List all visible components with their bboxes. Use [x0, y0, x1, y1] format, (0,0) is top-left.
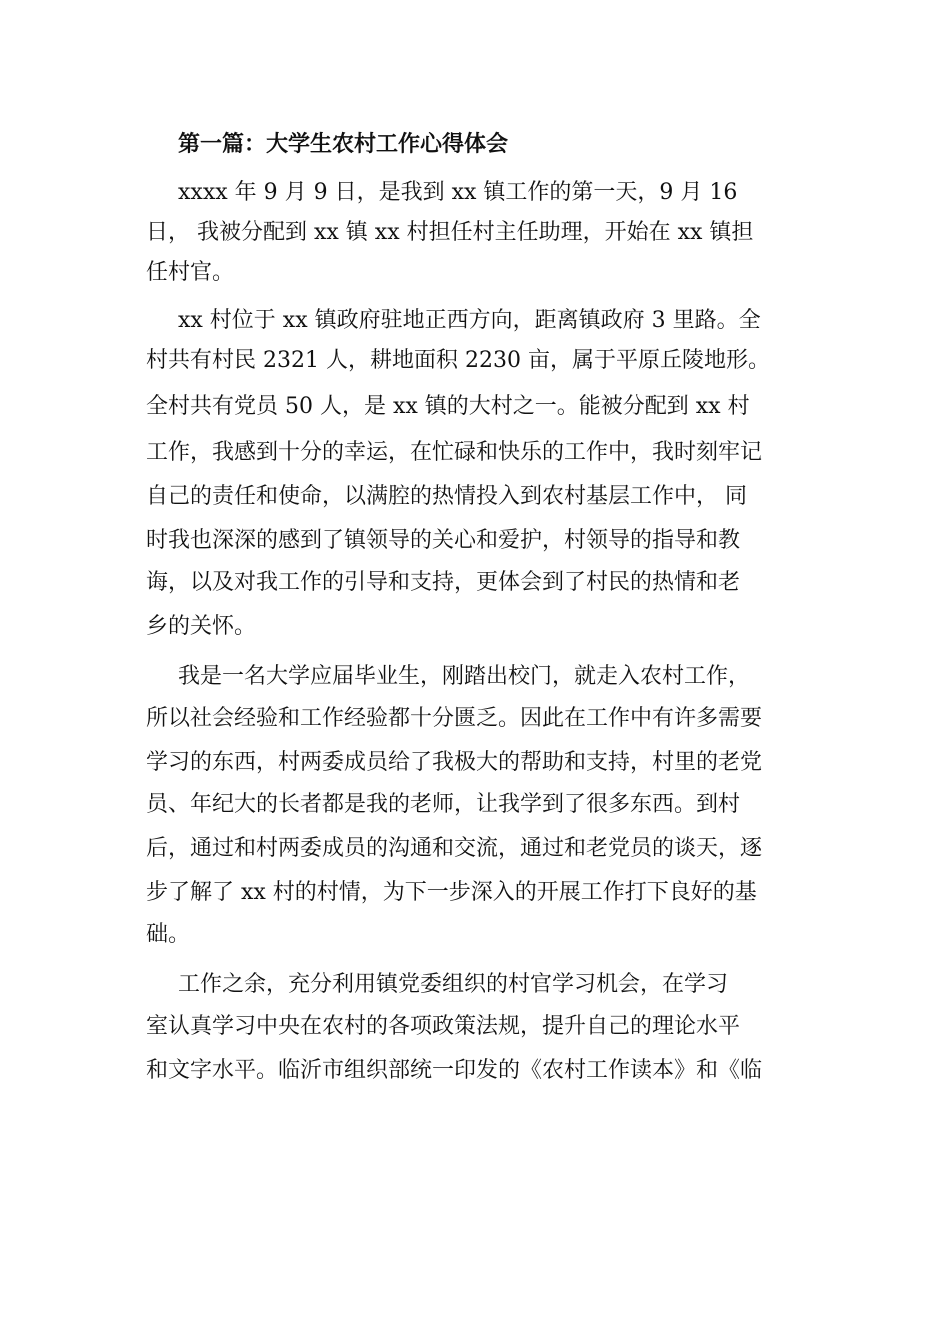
paragraph-line: xxxx 年 9 月 9 日，是我到 xx 镇工作的第一天，9 月 16: [178, 180, 738, 205]
paragraph-line: 乡的关怀。: [146, 614, 257, 639]
paragraph-line: 员、年纪大的长者都是我的老师，让我学到了很多东西。到村: [146, 792, 741, 817]
paragraph-line: 室认真学习中央在农村的各项政策法规，提升自己的理论水平: [146, 1014, 741, 1039]
paragraph-line: 后，通过和村两委成员的沟通和交流，通过和老党员的谈天，逐: [146, 836, 763, 861]
paragraph-line: 础。: [146, 922, 191, 947]
paragraph-line: 任村官。: [146, 260, 235, 285]
paragraph-line: 自己的责任和使命，以满腔的热情投入到农村基层工作中， 同: [146, 484, 747, 509]
paragraph-line: 工作之余，充分利用镇党委组织的村官学习机会，在学习: [178, 972, 729, 997]
paragraph-line: 工作，我感到十分的幸运，在忙碌和快乐的工作中，我时刻牢记: [146, 440, 763, 465]
paragraph-line: 和文字水平。临沂市组织部统一印发的《农村工作读本》和《临: [146, 1058, 763, 1083]
paragraph-line: 日， 我被分配到 xx 镇 xx 村担任村主任助理，开始在 xx 镇担: [146, 220, 754, 245]
paragraph-line: 诲，以及对我工作的引导和支持，更体会到了村民的热情和老: [146, 570, 741, 595]
paragraph-line: 步了解了 xx 村的村情，为下一步深入的开展工作打下良好的基: [146, 880, 757, 905]
document-title: 第一篇：大学生农村工作心得体会: [178, 132, 509, 157]
paragraph-line: 我是一名大学应届毕业生，刚踏出校门，就走入农村工作，: [178, 664, 751, 689]
paragraph-line: 全村共有党员 50 人，是 xx 镇的大村之一。能被分配到 xx 村: [146, 394, 750, 419]
paragraph-line: 时我也深深的感到了镇领导的关心和爱护，村领导的指导和教: [146, 528, 741, 553]
paragraph-line: 学习的东西，村两委成员给了我极大的帮助和支持，村里的老党: [146, 750, 763, 775]
paragraph-line: 所以社会经验和工作经验都十分匮乏。因此在工作中有许多需要: [146, 706, 763, 731]
paragraph-line: xx 村位于 xx 镇政府驻地正西方向，距离镇政府 3 里路。全: [178, 308, 761, 333]
paragraph-line: 村共有村民 2321 人，耕地面积 2230 亩，属于平原丘陵地形。: [146, 348, 770, 373]
